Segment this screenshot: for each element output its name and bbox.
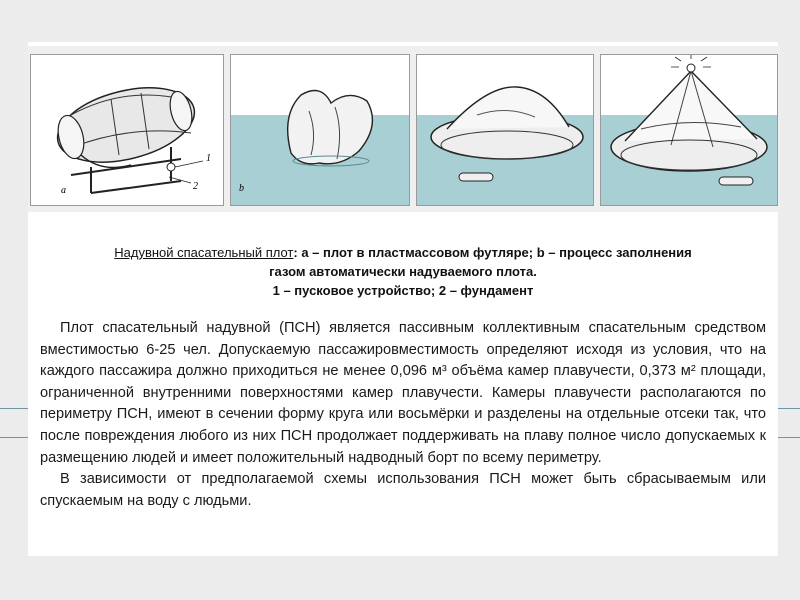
caption-line-1-rest: : а – плот в пластмассовом футляре; b – процесс заполнения <box>293 245 692 260</box>
panel-inflating <box>230 54 410 206</box>
paragraph-2: В зависимости от предполагаемой схемы использования ПСН может быть сбрасываемым или спускаемым на воду с людьми. <box>40 471 766 509</box>
caption-line-3: 1 – пусковое устройство; 2 – фундамент <box>272 283 534 298</box>
panel-partial-raft <box>416 54 594 206</box>
caption-line-2: газом автоматически надуваемого плота. <box>269 264 537 279</box>
figure-caption <box>40 243 766 300</box>
decor-line-left <box>0 408 28 409</box>
paragraph-1: Плот спасательный надувной (ПСН) является пассивным коллективным спасательным средством вместимостью 6-25 чел. Допускаемую пассажировместимость определяют исходя из условия, что на каждого пассажира должно приходиться не менее 0,096 м³ объёма камер плавучести, 0,373 м² площади, ограниченной внутренними поверхностями камер плавучести. Камеры плавучести располагаются по периметру ПСН, имеют в сечении форму круга или восьмёрки и разделены на отдельные отсеки так, что после повреждения любого из них ПСН продолжает поддерживать на плаву полное число допускаемых к размещению людей и имеет положительный надводный борт по всему периметру. <box>40 320 766 466</box>
panel-inflated-raft <box>600 54 778 206</box>
caption-line-1 <box>40 243 766 262</box>
raft-illustration <box>28 46 780 212</box>
panel-label-b: b <box>239 183 244 194</box>
callout-2: 2 <box>193 181 198 192</box>
panel-label-a: a <box>61 185 66 196</box>
panel-container <box>30 54 224 206</box>
decor-line-left-2 <box>0 437 28 438</box>
body-text <box>40 318 766 512</box>
caption-title: Надувной спасательный плот <box>114 245 294 260</box>
callout-1: 1 <box>206 153 211 164</box>
